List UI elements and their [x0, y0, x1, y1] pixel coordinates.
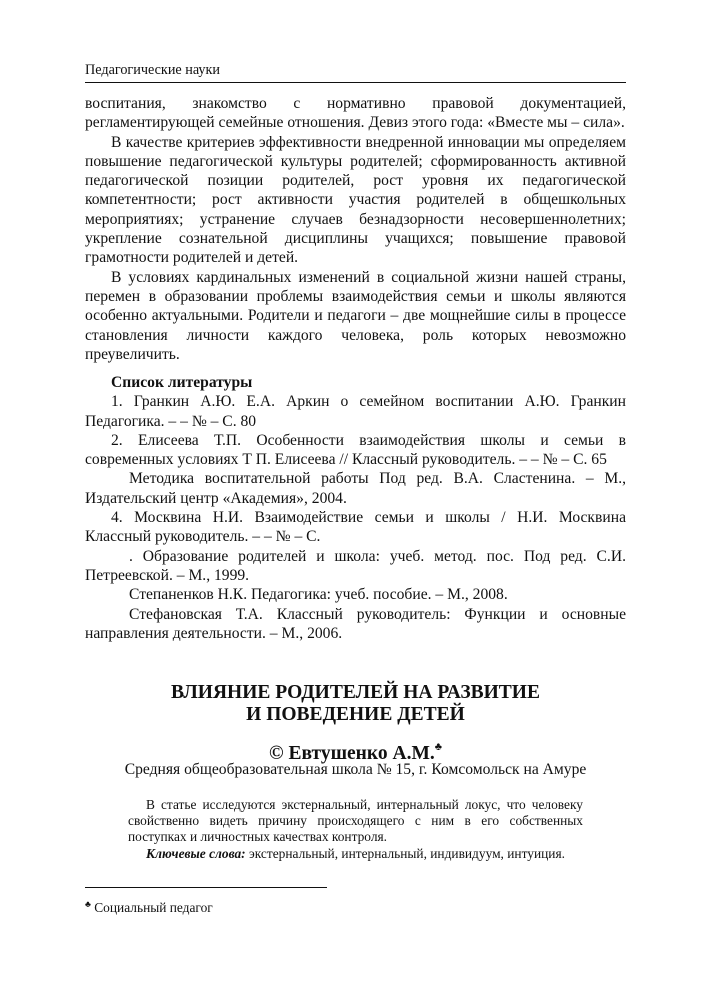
abstract: [128, 797, 583, 862]
reference-item: 1. Гранкин А.Ю. Е.А. Аркин о семейном воспитании А.Ю. Гранкин Педагогика. – – № – С. 80: [85, 393, 626, 430]
reference-item: 4. Москвина Н.И. Взаимодействие семьи и школы / Н.И. Москвина Классный руководитель. – – № – С.: [85, 509, 626, 546]
club-footnote-icon: ♣: [434, 741, 442, 753]
reference-item: Степаненков Н.К. Педагогика: учеб. пособие. – М., 2008.: [129, 586, 508, 604]
body-paragraph: В качестве критериев эффективности внедренной инновации мы определяем повышение педагогической культуры родителей; сформированность активной педагогической позиции родителей, рост уровня их педагогической компетентности; рост активности участия родителей в общешкольных мероприятиях; устранение случаев безнадзорности несовершеннолетних; укрепление сознательной дисциплины учащихся; повышение правовой грамотности родителей и детей.: [85, 133, 626, 267]
abstract-text: В статье исследуются экстернальный, интернальный локус, что человеку свойственно видеть причину происходящего с ним в его собственных поступках и личностных качествах контроля.: [128, 797, 583, 845]
author-name: © Евтушенко А.М.: [269, 743, 435, 764]
article-title-line: И ПОВЕДЕНИЕ ДЕТЕЙ: [246, 704, 465, 725]
article-title-line: ВЛИЯНИЕ РОДИТЕЛЕЙ НА РАЗВИТИЕ: [171, 682, 540, 703]
references-title: Список литературы: [111, 374, 253, 391]
article-title: [85, 682, 626, 726]
keywords-label: Ключевые слова:: [146, 845, 246, 861]
reference-item: Методика воспитательной работы Под ред. В.А. Сластенина. – М., Издательский центр «Академия», 2004.: [85, 470, 626, 507]
reference-item: Стефановская Т.А. Классный руководитель: Функции и основные направления деятельности. – М., 2006.: [85, 605, 626, 642]
keywords: [128, 846, 583, 862]
footnote-rule: [85, 887, 327, 888]
reference-item: . Образование родителей и школа: учеб. метод. пос. Под ред. С.И. Петреевской. – М., 1999.: [85, 547, 626, 584]
body-paragraph: В условиях кардинальных изменений в социальной жизни нашей страны, перемен в образовании проблемы взаимодействия семьи и школы являются особенно актуальными. Родители и педагоги – две мощнейшие силы в процессе становления личности каждого человека, роль которых невозможно преувеличить.: [85, 268, 626, 363]
header-rule: [85, 82, 626, 83]
body-paragraph: воспитания, знакомство с нормативно правовой документацией, регламентирующей семейные отношения. Девиз этого года: «Вместе мы – сила».: [85, 95, 626, 132]
references-section: [85, 373, 626, 643]
keywords-list: экстернальный, интернальный, индивидуум, интуиция.: [245, 845, 565, 861]
author-affiliation: Средняя общеобразовательная школа № 15, г. Комсомольск на Амуре: [124, 761, 587, 778]
footnote-text: Социальный педагог: [90, 900, 213, 915]
footnote: [85, 896, 213, 916]
club-footnote-icon: ♣: [85, 899, 91, 909]
body-text: [85, 94, 626, 364]
reference-item: 2. Елисеева Т.П. Особенности взаимодействия школы и семьи в современных условиях Т П. Елисеева // Классный руководитель. – – № – С. 65: [85, 431, 626, 469]
running-head: Педагогические науки: [85, 62, 221, 78]
